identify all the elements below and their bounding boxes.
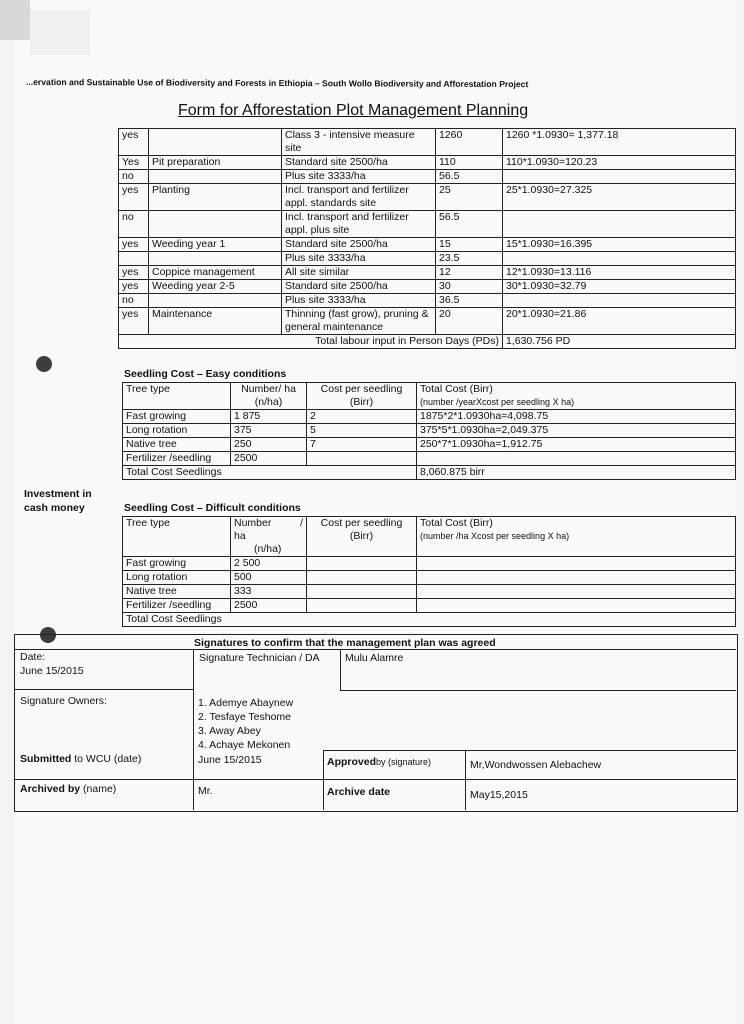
labour-row [119, 156, 736, 170]
labour-row [119, 170, 736, 184]
archived-label [20, 782, 116, 796]
owner-name: 3. Away Abey [198, 725, 261, 737]
labour-cell-measure: Incl. transport and fertilizer appl. plus site [282, 211, 436, 238]
archived-label-bold: Archived by [20, 783, 81, 795]
easy-cell-type: Long rotation [123, 424, 231, 438]
submitted-label [20, 752, 141, 766]
labour-cell-activity [149, 294, 282, 308]
difficult-header-number-c: (n/ha) [254, 543, 282, 555]
labour-cell-flag: yes [119, 184, 149, 211]
difficult-cell-type: Fast growing [123, 557, 231, 571]
easy-cell-number: 250 [231, 438, 307, 452]
difficult-header-number-b: ha [234, 530, 246, 542]
easy-cell-total [417, 452, 736, 466]
divider [323, 750, 736, 751]
divider [14, 689, 194, 690]
difficult-row [123, 571, 736, 585]
labour-cell-calc [503, 211, 736, 238]
divider [14, 649, 736, 650]
punch-hole-icon [36, 356, 52, 372]
labour-cell-activity [149, 170, 282, 184]
labour-cell-activity [149, 129, 282, 156]
easy-cell-number: 375 [231, 424, 307, 438]
labour-cell-measure: Thinning (fast grow), pruning & general maintenance [282, 308, 436, 335]
difficult-title: Seedling Cost – Difficult conditions [124, 502, 301, 514]
date-value: June 15/2015 [20, 665, 84, 677]
labour-cell-activity: Weeding year 1 [149, 238, 282, 252]
divider [340, 649, 341, 691]
labour-cell-flag: no [119, 211, 149, 238]
difficult-cell-total [417, 571, 736, 585]
difficult-cell-number: 333 [231, 585, 307, 599]
labour-cell-pd: 30 [436, 280, 503, 294]
labour-cell-pd: 25 [436, 184, 503, 211]
labour-cell-measure: Standard site 2500/ha [282, 238, 436, 252]
easy-row [123, 410, 736, 424]
easy-cell-total: 375*5*1.0930ha=2,049.375 [417, 424, 736, 438]
easy-cell-number: 2500 [231, 452, 307, 466]
staple-area [30, 10, 90, 55]
labour-cell-flag: no [119, 294, 149, 308]
difficult-cell-cost [307, 557, 417, 571]
labour-total-value: 1,630.756 PD [503, 335, 736, 349]
owner-name: 2. Tesfaye Teshome [198, 711, 292, 723]
approved-label [327, 755, 431, 769]
date-label: Date: [20, 651, 46, 663]
easy-title: Seedling Cost – Easy conditions [124, 368, 287, 380]
difficult-header-total [417, 517, 736, 557]
labour-cell-pd: 56.5 [436, 170, 503, 184]
difficult-cell-cost [307, 585, 417, 599]
divider [14, 779, 736, 780]
archived-label-rest: (name) [80, 783, 117, 795]
labour-total-label: Total labour input in Person Days (PDs) [119, 335, 503, 349]
labour-row [119, 184, 736, 211]
difficult-cell-cost [307, 571, 417, 585]
easy-cell-type: Fertilizer /seedling [123, 452, 231, 466]
labour-cell-pd: 15 [436, 238, 503, 252]
labour-cell-activity [149, 252, 282, 266]
easy-header-number: Number/ ha (n/ha) [231, 383, 307, 410]
divider [193, 649, 194, 689]
labour-cell-flag [119, 252, 149, 266]
difficult-header-total-text: Total Cost (Birr) [420, 517, 493, 529]
difficult-header-number-slash: / [300, 517, 303, 529]
labour-cell-pd: 56.5 [436, 211, 503, 238]
labour-cell-flag: Yes [119, 156, 149, 170]
labour-cell-calc [503, 294, 736, 308]
submitted-label-bold: Submitted [20, 753, 72, 765]
technician-label: Signature Technician / DA [199, 652, 320, 664]
divider [465, 750, 466, 810]
labour-row [119, 211, 736, 238]
labour-cell-activity: Pit preparation [149, 156, 282, 170]
labour-cell-pd: 1260 [436, 129, 503, 156]
owner-name: 4. Achaye Mekonen [198, 739, 291, 751]
labour-cell-activity: Coppice management [149, 266, 282, 280]
labour-cell-calc: 20*1.0930=21.86 [503, 308, 736, 335]
labour-cell-calc: 30*1.0930=32.79 [503, 280, 736, 294]
easy-cell-total: 1875*2*1.0930ha=4,098.75 [417, 410, 736, 424]
easy-row [123, 438, 736, 452]
labour-cell-measure: Plus site 3333/ha [282, 252, 436, 266]
easy-cell-cost [307, 452, 417, 466]
easy-cell-cost: 2 [307, 410, 417, 424]
labour-cell-pd: 36.5 [436, 294, 503, 308]
easy-header-total [417, 383, 736, 410]
difficult-row [123, 585, 736, 599]
labour-row [119, 252, 736, 266]
divider [323, 750, 324, 810]
labour-total-row [119, 335, 736, 349]
difficult-row [123, 557, 736, 571]
easy-table [122, 382, 736, 480]
labour-cell-measure: Standard site 2500/ha [282, 280, 436, 294]
labour-cell-calc [503, 252, 736, 266]
approved-label-rest: by (signature) [376, 757, 432, 767]
project-header: ...ervation and Sustainable Use of Biodiversity and Forests in Ethiopia – South Wollo Biodiversity and Afforestation Project [25, 76, 529, 90]
submitted-value: June 15/2015 [198, 754, 262, 766]
difficult-header-number [231, 517, 307, 557]
difficult-cell-total [417, 557, 736, 571]
easy-total-row [123, 466, 736, 480]
owner-name: 1. Ademye Abaynew [198, 697, 294, 709]
divider [193, 690, 194, 810]
submitted-label-rest: to WCU (date) [71, 753, 142, 765]
easy-header-total-note: (number /yearXcost per seedling X ha) [420, 397, 575, 407]
labour-cell-pd: 12 [436, 266, 503, 280]
difficult-cell-type: Long rotation [123, 571, 231, 585]
labour-cell-activity [149, 211, 282, 238]
easy-cell-cost: 7 [307, 438, 417, 452]
labour-cell-pd: 20 [436, 308, 503, 335]
difficult-cell-total [417, 585, 736, 599]
labour-row [119, 129, 736, 156]
signatures-title: Signatures to confirm that the management plan was agreed [194, 637, 496, 649]
labour-cell-calc: 12*1.0930=13.116 [503, 266, 736, 280]
form-title: Form for Afforestation Plot Management Planning [178, 102, 529, 119]
archived-value: Mr. [198, 785, 213, 797]
difficult-header-type: Tree type [123, 517, 231, 557]
archive-date-value: May15,2015 [470, 789, 528, 801]
difficult-header-number-a: Number [234, 517, 272, 529]
difficult-header-cost: Cost per seedling (Birr) [307, 517, 417, 557]
difficult-table [122, 516, 736, 627]
archive-date-label: Archive date [327, 786, 391, 798]
labour-cell-activity: Maintenance [149, 308, 282, 335]
labour-cell-activity: Planting [149, 184, 282, 211]
labour-row [119, 294, 736, 308]
labour-cell-flag: yes [119, 308, 149, 335]
difficult-cell-type: Native tree [123, 585, 231, 599]
labour-cell-activity: Weeding year 2-5 [149, 280, 282, 294]
easy-row [123, 452, 736, 466]
approved-value: Mr,Wondwossen Alebachew [470, 759, 602, 771]
difficult-total-row [123, 613, 736, 627]
labour-cell-calc: 110*1.0930=120.23 [503, 156, 736, 170]
labour-cell-flag: yes [119, 238, 149, 252]
labour-cell-pd: 23.5 [436, 252, 503, 266]
labour-row [119, 280, 736, 294]
difficult-total-label: Total Cost Seedlings [123, 613, 736, 627]
easy-header-cost: Cost per seedling (Birr) [307, 383, 417, 410]
labour-cell-calc: 15*1.0930=16.395 [503, 238, 736, 252]
easy-header-type: Tree type [123, 383, 231, 410]
difficult-header-row [123, 517, 736, 557]
scan-corner [0, 0, 30, 40]
labour-cell-measure: All site similar [282, 266, 436, 280]
labour-cell-flag: yes [119, 266, 149, 280]
easy-cell-type: Native tree [123, 438, 231, 452]
easy-header-total-text: Total Cost (Birr) [420, 383, 493, 395]
difficult-cell-type: Fertilizer /seedling [123, 599, 231, 613]
labour-cell-measure: Class 3 - intensive measure site [282, 129, 436, 156]
owners-list [198, 696, 293, 752]
technician-name: Mulu Alamre [345, 652, 404, 664]
labour-cell-flag: yes [119, 129, 149, 156]
labour-row [119, 308, 736, 335]
difficult-header-total-note: (number /ha Xcost per seedling X ha) [420, 531, 570, 541]
labour-cell-flag: no [119, 170, 149, 184]
divider [340, 690, 736, 691]
labour-cell-measure: Plus site 3333/ha [282, 170, 436, 184]
labour-row [119, 238, 736, 252]
labour-cell-calc: 1260 *1.0930= 1,377.18 [503, 129, 736, 156]
labour-cell-calc: 25*1.0930=27.325 [503, 184, 736, 211]
easy-cell-cost: 5 [307, 424, 417, 438]
easy-cell-number: 1 875 [231, 410, 307, 424]
difficult-cell-cost [307, 599, 417, 613]
owners-label: Signature Owners: [20, 695, 107, 707]
approved-label-bold: Approved [327, 756, 377, 768]
easy-row [123, 424, 736, 438]
labour-cell-measure: Plus site 3333/ha [282, 294, 436, 308]
side-label: Investment in cash money [24, 488, 92, 514]
difficult-cell-number: 500 [231, 571, 307, 585]
labour-cell-flag: yes [119, 280, 149, 294]
labour-cell-calc [503, 170, 736, 184]
difficult-cell-number: 2 500 [231, 557, 307, 571]
easy-cell-type: Fast growing [123, 410, 231, 424]
labour-cell-measure: Incl. transport and fertilizer appl. standards site [282, 184, 436, 211]
labour-cell-measure: Standard site 2500/ha [282, 156, 436, 170]
easy-total-value: 8,060.875 birr [417, 466, 736, 480]
labour-row [119, 266, 736, 280]
easy-total-label: Total Cost Seedlings [123, 466, 417, 480]
difficult-cell-total [417, 599, 736, 613]
easy-header-row [123, 383, 736, 410]
difficult-row [123, 599, 736, 613]
difficult-cell-number: 2500 [231, 599, 307, 613]
easy-cell-total: 250*7*1.0930ha=1,912.75 [417, 438, 736, 452]
labour-cell-pd: 110 [436, 156, 503, 170]
labour-table [118, 128, 736, 349]
